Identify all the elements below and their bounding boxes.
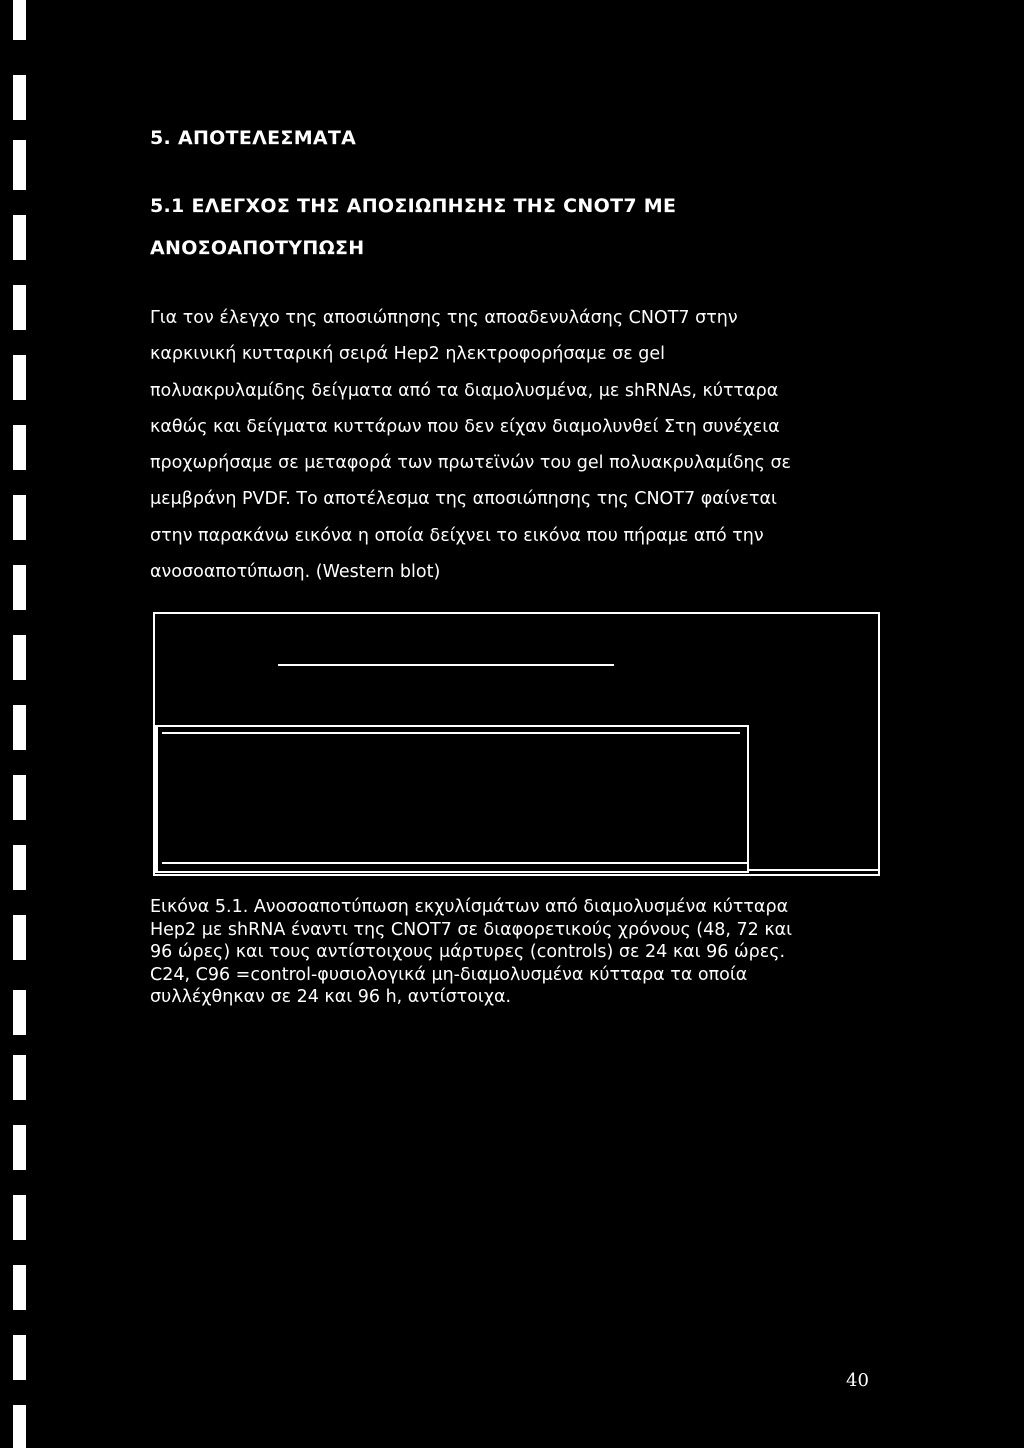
binding-hole-mark xyxy=(13,1195,26,1240)
binding-hole-mark xyxy=(13,775,26,820)
caption-line: συλλέχθηκαν σε 24 και 96 h, αντίστοιχα. xyxy=(150,987,512,1007)
body-line: μεμβράνη PVDF. Το αποτέλεσμα της αποσιώπησης της CNOT7 φαίνεται xyxy=(150,489,777,510)
figure-caption xyxy=(150,896,890,1009)
binding-hole-mark xyxy=(13,75,26,120)
binding-hole-mark xyxy=(13,215,26,260)
binding-hole-mark xyxy=(13,495,26,540)
body-paragraph xyxy=(150,300,840,590)
western-blot-image xyxy=(155,725,749,873)
body-line: Για τον έλεγχο της αποσιώπησης της αποαδενυλάσης CNOT7 στην xyxy=(150,308,738,328)
binding-hole-mark xyxy=(13,1265,26,1310)
binding-hole-mark xyxy=(13,0,26,40)
binding-hole-mark xyxy=(13,425,26,470)
body-line: προχωρήσαμε σε μεταφορά των πρωτεϊνών του gel πολυακρυλαμίδης σε xyxy=(150,453,792,474)
binding-hole-mark xyxy=(13,565,26,610)
western-blot-top-line xyxy=(278,664,614,666)
subsection-heading-line1: 5.1 ΕΛΕΓΧΟΣ ΤΗΣ ΑΠΟΣΙΩΠΗΣΗΣ ΤΗΣ CNOT7 ΜΕ xyxy=(150,195,677,217)
body-line: πολυακρυλαμίδης δείγματα από τα διαμολυσμένα, με shRNAs, κύτταρα xyxy=(150,380,779,401)
binding-hole-mark xyxy=(13,1405,26,1448)
binding-hole-mark xyxy=(13,705,26,750)
western-blot-band-row xyxy=(162,732,740,734)
section-heading: 5. ΑΠΟΤΕΛΕΣΜΑΤΑ xyxy=(150,127,357,149)
binding-hole-mark xyxy=(13,915,26,960)
western-blot-bottom-line xyxy=(162,862,747,864)
binding-hole-mark xyxy=(13,635,26,680)
caption-line: 96 ώρες) και τους αντίστοιχους μάρτυρες (controls) σε 24 και 96 ώρες. xyxy=(150,942,786,962)
page-number: 40 xyxy=(846,1370,869,1391)
figure-frame-bottom-line xyxy=(749,869,880,871)
body-line: καρκινική κυτταρική σειρά Hep2 ηλεκτροφορήσαμε σε gel xyxy=(150,344,665,365)
subsection-heading-line2: ΑΝΟΣΟΑΠΟΤΥΠΩΣΗ xyxy=(150,237,365,259)
binding-hole-mark xyxy=(13,990,26,1035)
binding-hole-mark xyxy=(13,845,26,890)
caption-line: Εικόνα 5.1. Ανοσοαποτύπωση εκχυλίσμάτων από διαμολυσμένα κύτταρα xyxy=(150,897,789,917)
body-line: ανοσοαποτύπωση. (Western blot) xyxy=(150,562,441,583)
binding-hole-mark xyxy=(13,355,26,400)
body-line: καθώς και δείγματα κυττάρων που δεν είχαν διαμολυνθεί Στη συνέχεια xyxy=(150,416,780,437)
binding-hole-mark xyxy=(13,1125,26,1170)
binding-hole-mark xyxy=(13,285,26,330)
binding-hole-mark xyxy=(13,1335,26,1380)
binding-hole-mark xyxy=(13,140,26,190)
body-line: στην παρακάνω εικόνα η οποία δείχνει το εικόνα που πήραμε από την xyxy=(150,525,764,546)
caption-line: C24, C96 =control-φυσιολογικά μη-διαμολυσμένα κύτταρα τα οποία xyxy=(150,964,748,985)
binding-hole-mark xyxy=(13,1055,26,1100)
caption-line: Hep2 με shRNA έναντι της CNOT7 σε διαφορετικούς χρόνους (48, 72 και xyxy=(150,919,793,940)
